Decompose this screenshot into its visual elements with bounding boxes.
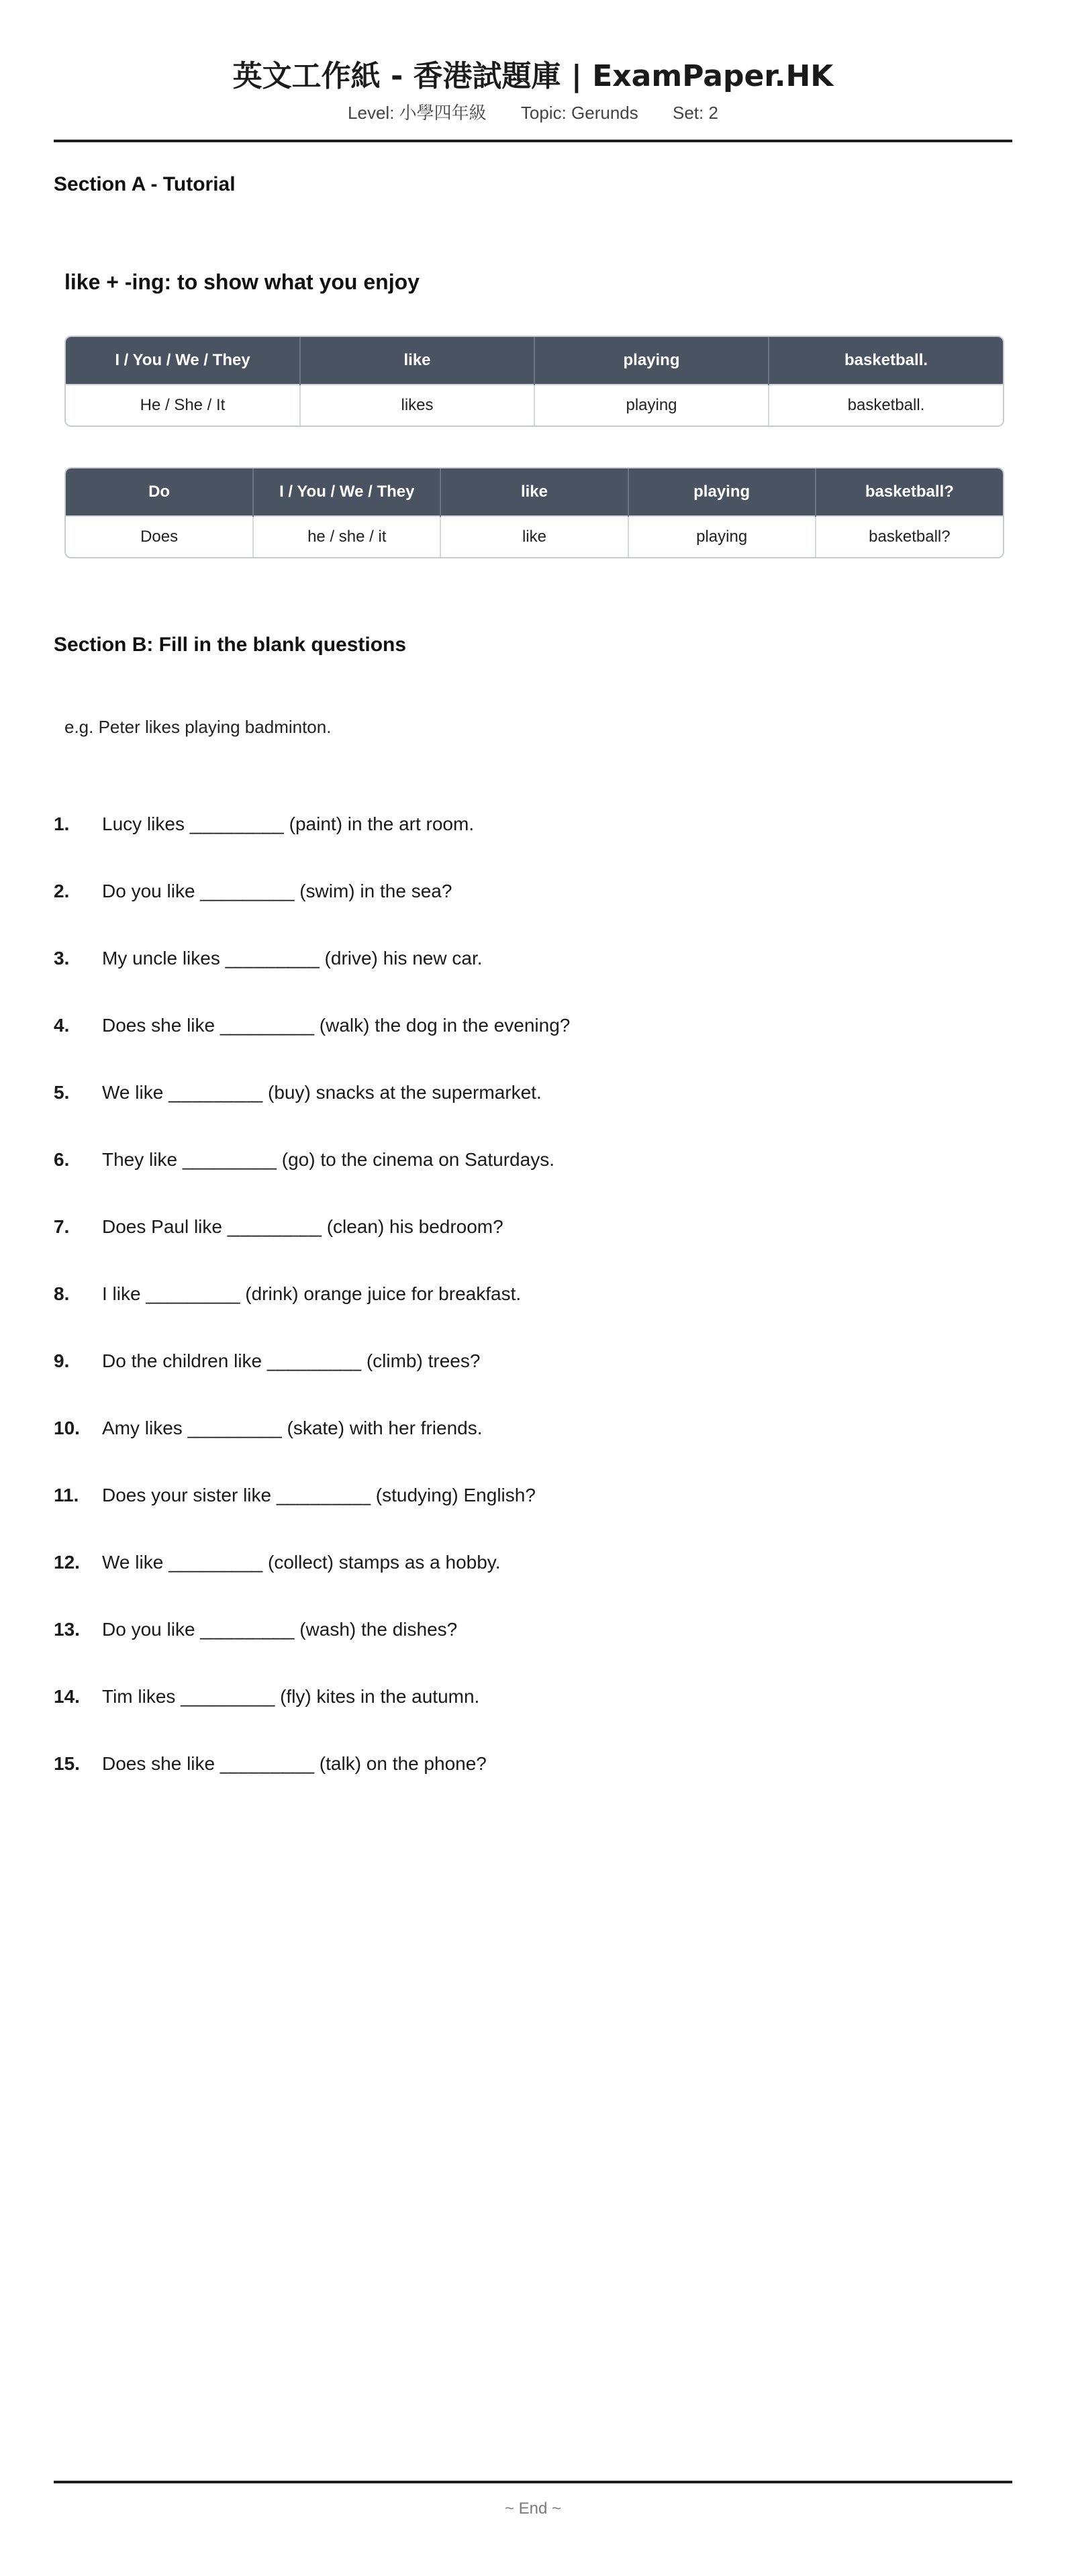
- question-number: 10.: [54, 1418, 80, 1438]
- table-cell: likes: [300, 385, 534, 426]
- question-text: Does Paul like _________ (clean) his bedroom?: [102, 1216, 503, 1237]
- question-text: Does your sister like _________ (studying) English?: [102, 1485, 536, 1505]
- table-cell: He / She / It: [66, 385, 300, 426]
- question-text: Does she like _________ (talk) on the phone?: [102, 1753, 487, 1774]
- table-header-cell: I / You / We / They: [253, 468, 440, 516]
- question-number: 2.: [54, 881, 70, 901]
- question-text: I like _________ (drink) orange juice for breakfast.: [102, 1283, 522, 1304]
- table-header-cell: basketball.: [769, 337, 1003, 385]
- table-row: [66, 516, 1003, 557]
- question-number: 4.: [54, 1015, 70, 1036]
- question-item: [54, 1415, 1012, 1482]
- level-label: Level: 小學四年級: [348, 103, 487, 123]
- question-number: 1.: [54, 813, 70, 834]
- question-number: 15.: [54, 1753, 80, 1774]
- question-item: [54, 1482, 1012, 1549]
- table-header-cell: Do: [66, 468, 253, 516]
- question-text: We like _________ (collect) stamps as a hobby.: [102, 1552, 501, 1573]
- set-label: Set: 2: [673, 103, 718, 123]
- table-header-cell: basketball?: [816, 468, 1003, 516]
- table-cell: playing: [534, 385, 769, 426]
- tutorial-heading: like + -ing: to show what you enjoy: [64, 270, 420, 294]
- question-table: [64, 467, 1004, 558]
- question-list: [54, 811, 1012, 1818]
- table-header-cell: like: [300, 337, 534, 385]
- table-header-cell: playing: [534, 337, 769, 385]
- question-number: 3.: [54, 948, 70, 969]
- worksheet-header: [54, 0, 1012, 142]
- question-text: My uncle likes _________ (drive) his new car.: [102, 948, 483, 969]
- end-marker: ~ End ~: [504, 2499, 562, 2518]
- question-number: 8.: [54, 1283, 70, 1304]
- question-number: 7.: [54, 1216, 70, 1237]
- table-header-row: [66, 468, 1003, 516]
- table-cell: like: [440, 516, 628, 557]
- table-cell: he / she / it: [253, 516, 440, 557]
- question-number: 11.: [54, 1485, 79, 1505]
- question-item: [54, 1213, 1012, 1281]
- question-number: 14.: [54, 1686, 80, 1707]
- section-a-title: Section A - Tutorial: [54, 173, 236, 195]
- question-text: Do you like _________ (wash) the dishes?: [102, 1619, 458, 1640]
- question-text: Tim likes _________ (fly) kites in the autumn.: [102, 1686, 480, 1707]
- question-item: [54, 811, 1012, 878]
- question-item: [54, 1012, 1012, 1079]
- question-item: [54, 1750, 1012, 1818]
- question-item: [54, 1348, 1012, 1415]
- question-text: We like _________ (buy) snacks at the supermarket.: [102, 1082, 542, 1103]
- table-header-cell: playing: [628, 468, 816, 516]
- question-item: [54, 1683, 1012, 1750]
- table-cell: basketball.: [769, 385, 1003, 426]
- worksheet-page: [54, 0, 1012, 2576]
- table-cell: basketball?: [816, 516, 1003, 557]
- question-text: Lucy likes _________ (paint) in the art room.: [102, 813, 475, 834]
- question-item: [54, 1079, 1012, 1146]
- statement-table: [64, 336, 1004, 427]
- question-text: Do you like _________ (swim) in the sea?: [102, 881, 452, 901]
- worksheet-meta: [54, 99, 1012, 126]
- section-b-title: Section B: Fill in the blank questions: [54, 634, 407, 656]
- question-item: [54, 945, 1012, 1012]
- question-text: They like _________ (go) to the cinema on Saturdays.: [102, 1149, 554, 1170]
- question-number: 13.: [54, 1619, 80, 1640]
- question-number: 5.: [54, 1082, 70, 1103]
- question-text: Do the children like _________ (climb) trees?: [102, 1350, 481, 1371]
- question-number: 12.: [54, 1552, 80, 1573]
- page-title: 英文工作紙 - 香港試題庫 | ExamPaper.HK: [232, 59, 834, 93]
- table-row: [66, 385, 1003, 426]
- table-header-cell: like: [440, 468, 628, 516]
- header-divider: [54, 140, 1012, 142]
- question-item: [54, 1281, 1012, 1348]
- question-item: [54, 1146, 1012, 1213]
- question-number: 9.: [54, 1350, 70, 1371]
- question-text: Does she like _________ (walk) the dog in the evening?: [102, 1015, 571, 1036]
- question-number: 6.: [54, 1149, 70, 1170]
- question-item: [54, 1549, 1012, 1616]
- example-sentence: e.g. Peter likes playing badminton.: [64, 717, 332, 737]
- question-item: [54, 1616, 1012, 1683]
- table-header-cell: I / You / We / They: [66, 337, 300, 385]
- table-cell: playing: [628, 516, 816, 557]
- table-header-row: [66, 337, 1003, 385]
- topic-label: Topic: Gerunds: [520, 103, 638, 123]
- footer-divider: [54, 2481, 1012, 2483]
- table-cell: Does: [66, 516, 253, 557]
- question-item: [54, 878, 1012, 945]
- question-text: Amy likes _________ (skate) with her friends.: [102, 1418, 483, 1438]
